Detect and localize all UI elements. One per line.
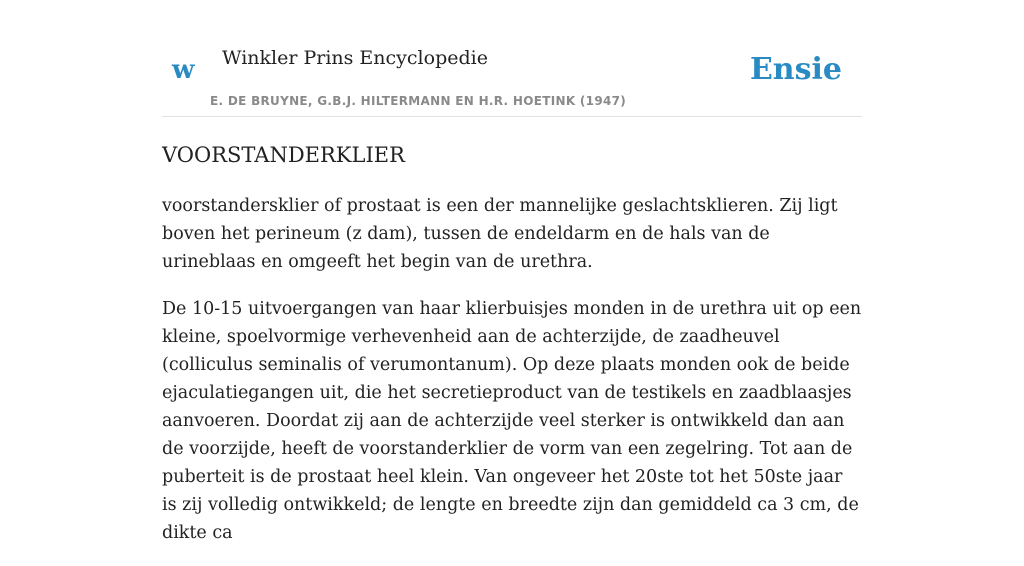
site-header xyxy=(162,0,862,117)
entry-title: VOORSTANDERKLIER xyxy=(162,143,405,167)
entry-paragraph: De 10-15 uitvoergangen van haar klierbuisjes monden in de urethra uit op een kleine, spoelvormige verhevenheid aan de achterzijde, de zaadheuvel (colliculus seminalis of verumontanum). Op deze plaats monden ook de beide ejaculatiegangen uit, die het secretieproduct van de testikels en zaadblaasjes aanvoeren. Doordat zij aan de achterzijde veel sterker is ontwikkeld dan aan de voorzijde, heeft de voorstanderklier de vorm van een zegelring. Tot aan de puberteit is de prostaat heel klein. Van ongeveer het 20ste tot het 50ste jaar is zij volledig ontwikkeld; de lengte en breedte zijn dan gemiddeld ca 3 cm, de dikte ca xyxy=(162,299,862,543)
book-logo[interactable]: w xyxy=(172,55,195,85)
entry-paragraph: voorstandersklier of prostaat is een der mannelijke geslachtsklieren. Zij ligt boven het perineum (z dam), tussen de endeldarm en de hals van de urineblaas en omgeeft het begin van de urethra. xyxy=(162,196,838,272)
ensie-logo[interactable]: Ensie xyxy=(749,52,842,87)
book-authors: E. DE BRUYNE, G.B.J. HILTERMANN EN H.R. HOETINK (1947) xyxy=(210,94,627,108)
book-title[interactable]: Winkler Prins Encyclopedie xyxy=(222,47,488,69)
entry-body xyxy=(162,192,862,566)
